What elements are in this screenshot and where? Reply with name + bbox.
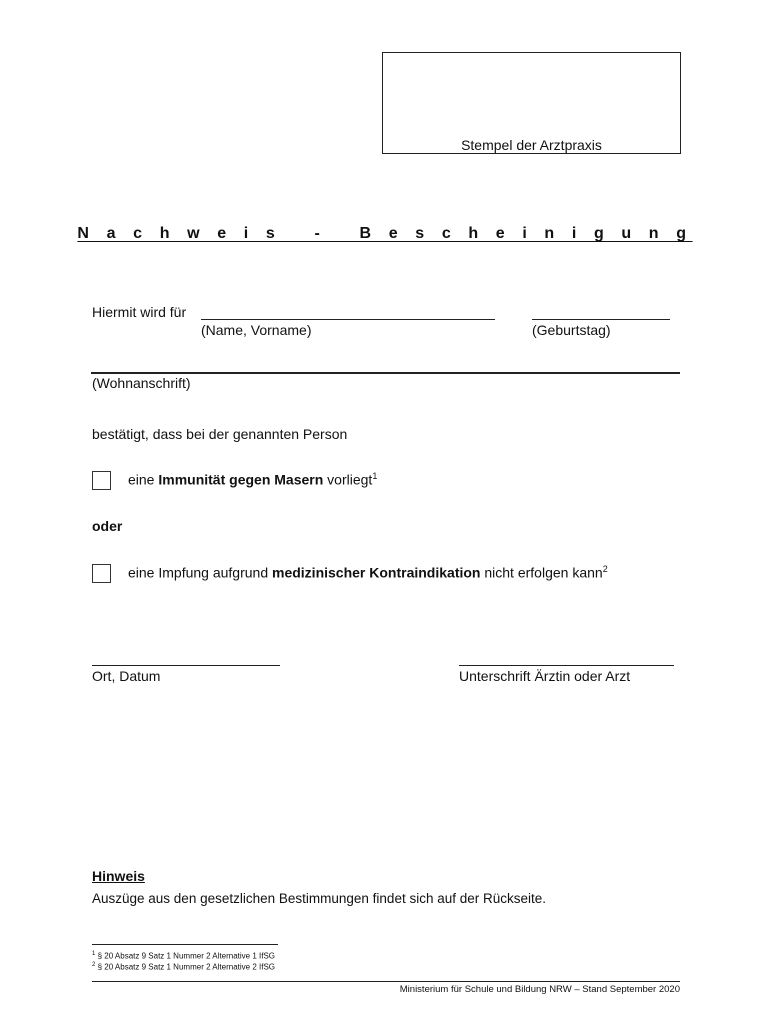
option-contra-pre: eine Impfung aufgrund [128,564,272,581]
option-contra-bold: medizinischer Kontraindikation [272,564,481,581]
birthday-label: (Geburtstag) [532,322,611,338]
place-date-field-line[interactable] [92,665,280,666]
option-immunity-pre: eine [128,471,159,488]
footnote-ref-2: 2 [602,564,608,574]
signature-label: Unterschrift Ärztin oder Arzt [459,668,631,684]
address-field-line[interactable] [91,372,680,374]
name-field-line[interactable] [201,319,495,320]
option-contra-post: nicht erfolgen kann [480,564,603,581]
birthday-field-line[interactable] [532,319,670,320]
or-label: oder [92,518,123,534]
contraindication-checkbox[interactable] [92,564,111,583]
option-contraindication [128,564,608,581]
confirm-text: bestätigt, dass bei der genannten Person [92,426,348,442]
option-immunity [128,471,377,488]
stamp-label: Stempel der Arztpraxis [461,137,602,153]
name-label: (Name, Vorname) [201,322,312,338]
footnote-ref-1: 1 [372,471,378,481]
option-immunity-post: vorliegt [323,471,373,488]
footnote-separator [92,944,278,945]
footnote-2 [92,962,275,972]
address-label: (Wohnanschrift) [92,375,191,391]
note-text: Auszüge aus den gesetzlichen Bestimmungen findet sich auf der Rückseite. [92,891,547,906]
stamp-box [382,52,681,154]
footnote-2-text: § 20 Absatz 9 Satz 1 Nummer 2 Alternative 2 IfSG [97,962,275,972]
footnote-1-text: § 20 Absatz 9 Satz 1 Nummer 2 Alternative 1 IfSG [97,951,275,961]
signature-field-line[interactable] [459,665,674,666]
footer-rule [92,981,680,982]
option-immunity-bold: Immunität gegen Masern [158,471,324,488]
place-date-label: Ort, Datum [92,668,161,684]
intro-text: Hiermit wird für [92,304,187,320]
footer-text: Ministerium für Schule und Bildung NRW – Stand September 2020 [399,984,680,995]
footnote-2-num: 2 [92,962,96,968]
immunity-checkbox[interactable] [92,471,111,490]
footnote-1 [92,951,275,961]
footnote-1-num: 1 [92,951,96,957]
document-title: N a c h w e i s - B e s c h e i n i g u n g [77,225,693,242]
note-heading: Hinweis [92,868,145,884]
